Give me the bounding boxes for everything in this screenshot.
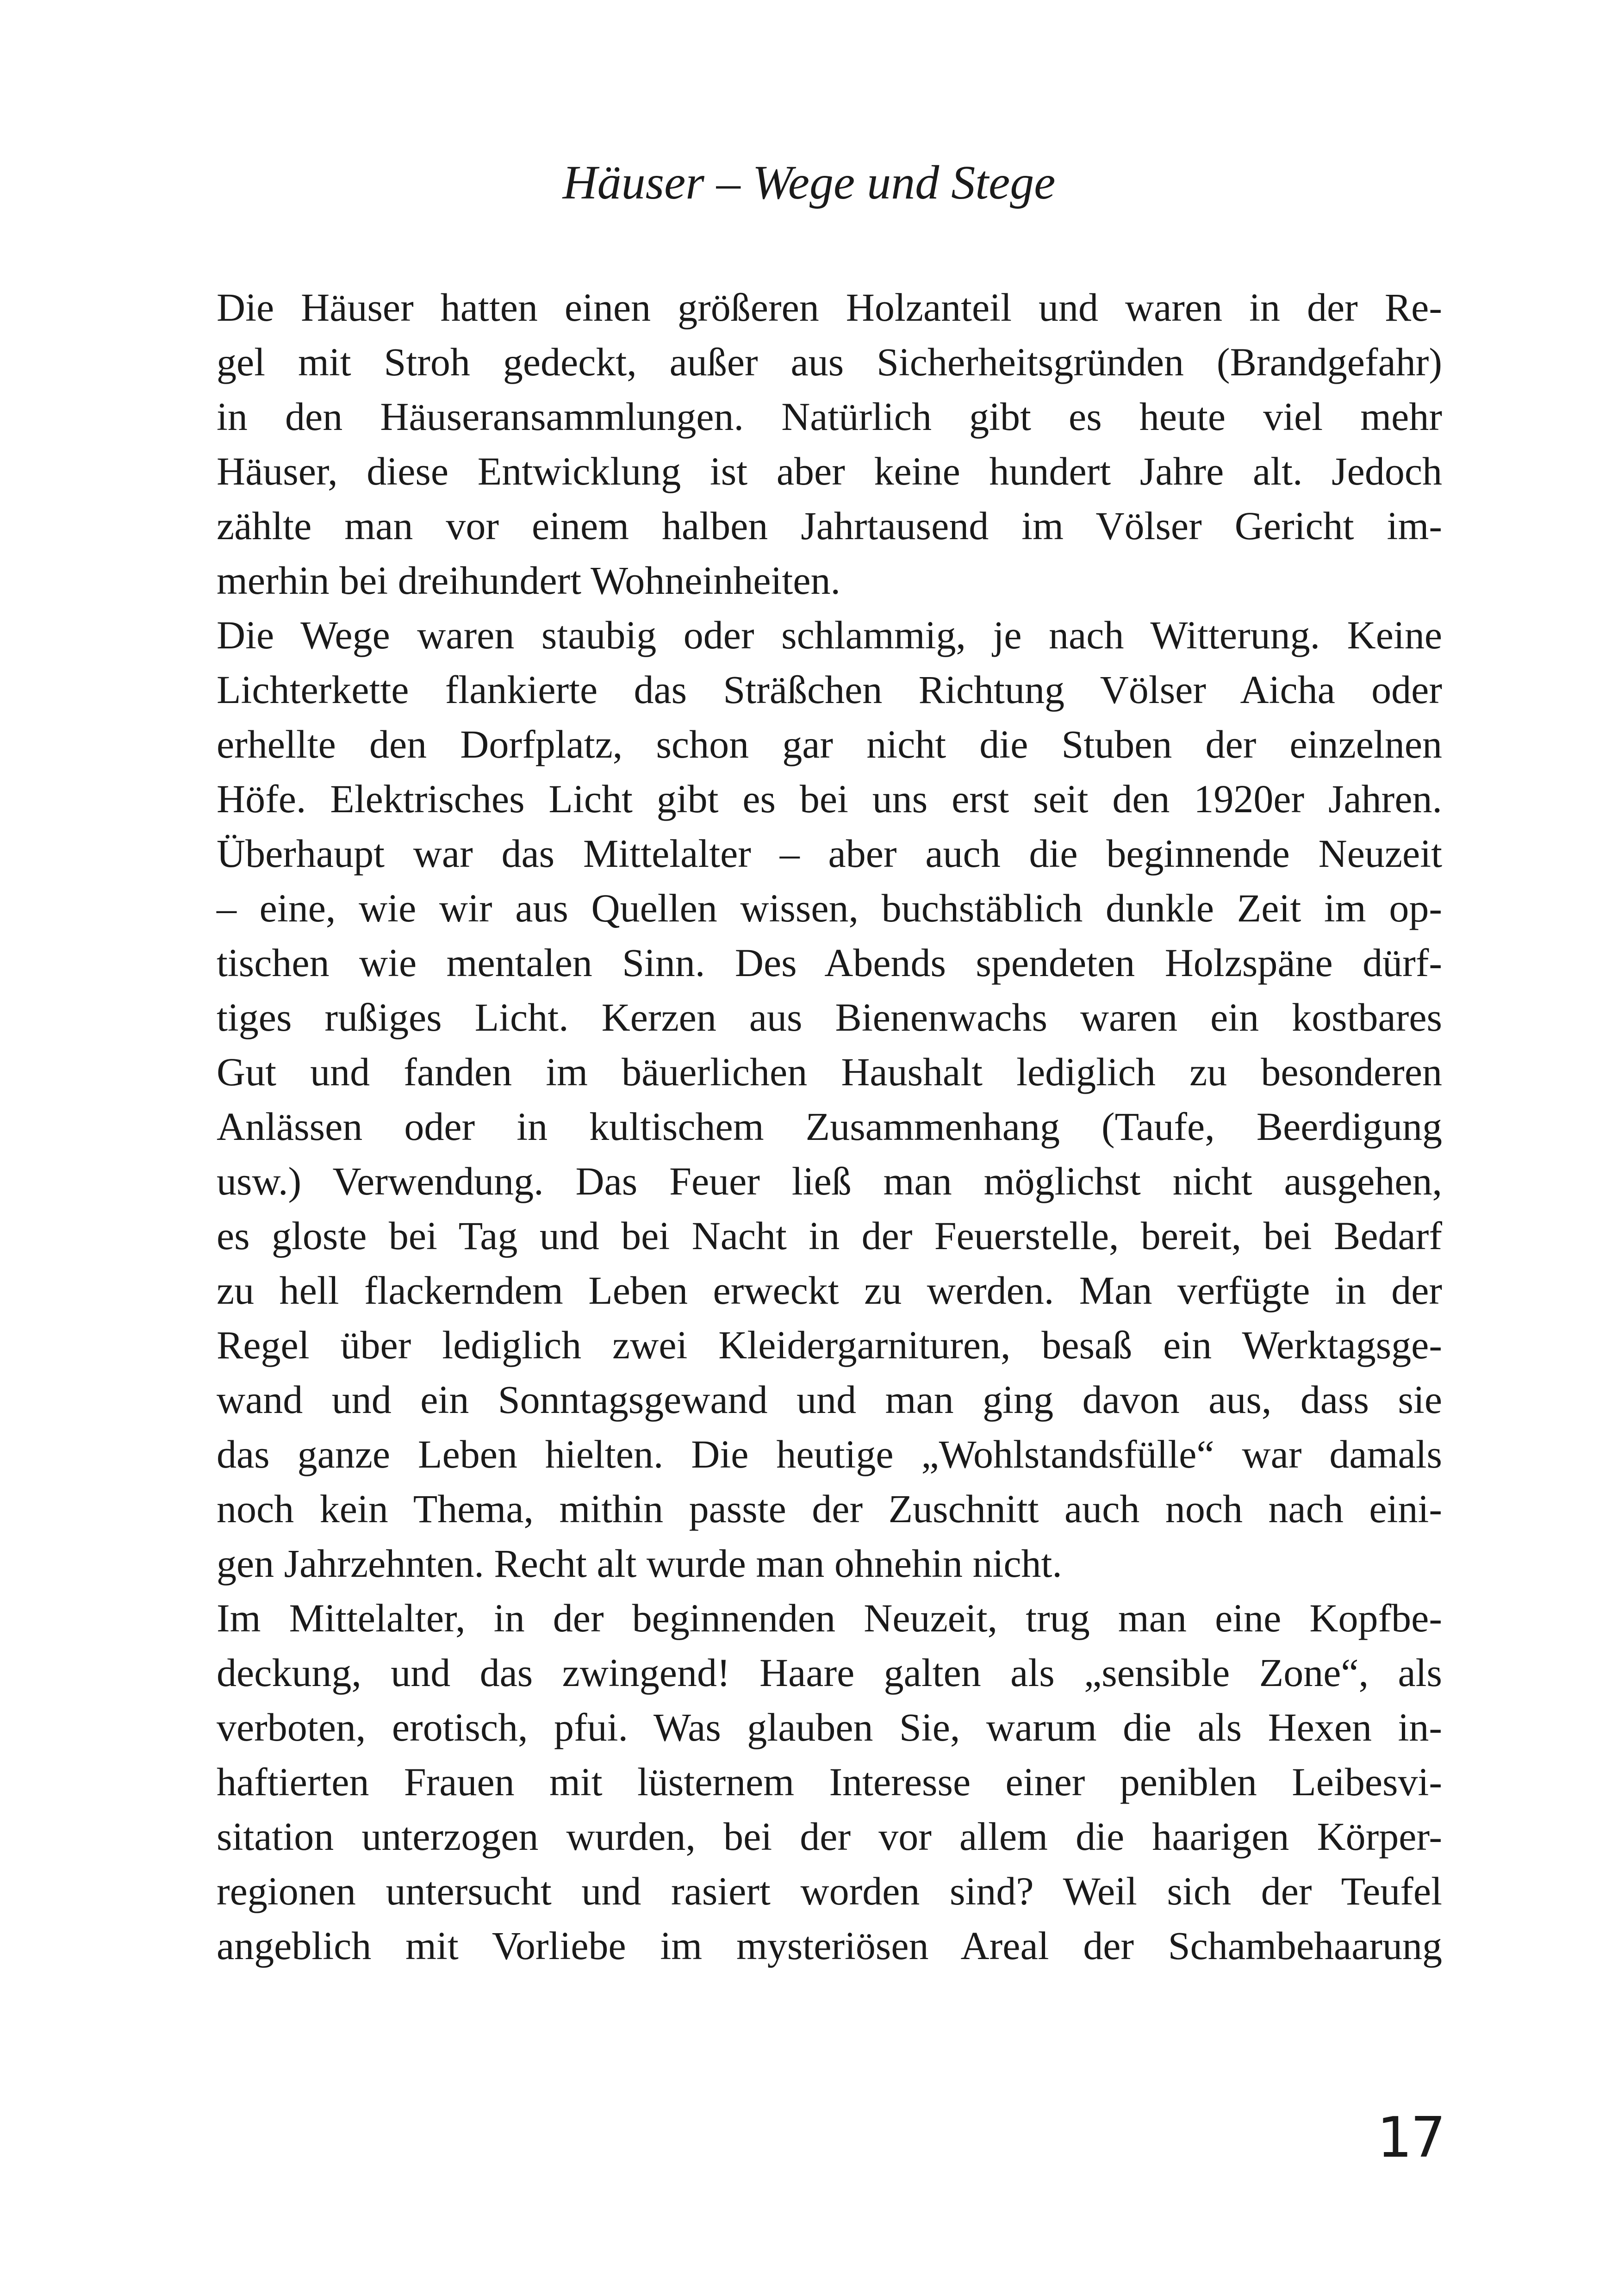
text-line: regionen untersucht und rasiert worden sind? Weil sich der Teufel — [217, 1869, 1442, 1913]
text-line: wand und ein Sonntagsgewand und man ging davon aus, dass sie — [217, 1377, 1442, 1422]
text-line: zählte man vor einem halben Jahrtausend im Völser Gericht im- — [217, 504, 1442, 548]
text-line: das ganze Leben hielten. Die heutige „Wohlstandsfülle“ war damals — [217, 1432, 1442, 1476]
text-line: sitation unterzogen wurden, bei der vor allem die haarigen Körper- — [217, 1814, 1442, 1859]
text-line: es gloste bei Tag und bei Nacht in der Feuerstelle, bereit, bei Bedarf — [217, 1213, 1442, 1258]
page-title: Häuser – Wege und Stege — [562, 156, 1056, 209]
text-line: Überhaupt war das Mittelalter – aber auch die beginnende Neuzeit — [217, 831, 1442, 876]
text-line: – eine, wie wir aus Quellen wissen, buchstäblich dunkle Zeit im op- — [217, 886, 1442, 930]
text-line: gel mit Stroh gedeckt, außer aus Sicherheitsgründen (Brandgefahr) — [217, 340, 1442, 384]
text-line: Lichterkette flankierte das Sträßchen Richtung Völser Aicha oder — [217, 667, 1442, 712]
text-line: Gut und fanden im bäuerlichen Haushalt lediglich zu besonderen — [217, 1050, 1442, 1094]
text-line: Häuser, diese Entwicklung ist aber keine hundert Jahre alt. Jedoch — [217, 449, 1442, 493]
text-line: tischen wie mentalen Sinn. Des Abends spendeten Holzspäne dürf- — [217, 940, 1442, 985]
text-line: noch kein Thema, mithin passte der Zuschnitt auch noch nach eini- — [217, 1487, 1442, 1531]
text-line: Die Wege waren staubig oder schlammig, je nach Witterung. Keine — [217, 613, 1442, 657]
page-number: 17 — [1377, 2106, 1444, 2170]
text-line: tiges rußiges Licht. Kerzen aus Bienenwachs waren ein kostbares — [217, 995, 1442, 1039]
text-line: angeblich mit Vorliebe im mysteriösen Areal der Schambehaarung — [217, 1923, 1442, 1968]
text-line: gen Jahrzehnten. Recht alt wurde man ohnehin nicht. — [217, 1541, 1062, 1586]
text-line: Höfe. Elektrisches Licht gibt es bei uns erst seit den 1920er Jahren. — [217, 777, 1442, 821]
text-line: deckung, und das zwingend! Haare galten als „sensible Zone“, als — [217, 1650, 1442, 1695]
text-line: Regel über lediglich zwei Kleidergarnituren, besaß ein Werktagsge- — [217, 1323, 1442, 1367]
text-line: verboten, erotisch, pfui. Was glauben Sie, warum die als Hexen in- — [217, 1705, 1442, 1749]
text-line: in den Häuseransammlungen. Natürlich gibt es heute viel mehr — [217, 394, 1442, 439]
text-line: usw.) Verwendung. Das Feuer ließ man möglichst nicht ausgehen, — [217, 1159, 1442, 1203]
body-text — [217, 280, 1442, 1973]
text-line: merhin bei dreihundert Wohneinheiten. — [217, 558, 840, 603]
text-line: Die Häuser hatten einen größeren Holzanteil und waren in der Re- — [217, 285, 1442, 330]
text-line: erhellte den Dorfplatz, schon gar nicht die Stuben der einzelnen — [217, 722, 1442, 766]
text-line: Anlässen oder in kultischem Zusammenhang (Taufe, Beerdigung — [217, 1104, 1442, 1149]
text-line: haftierten Frauen mit lüsternem Interesse einer peniblen Leibesvi- — [217, 1760, 1442, 1804]
text-line: Im Mittelalter, in der beginnenden Neuzeit, trug man eine Kopfbe- — [217, 1596, 1442, 1640]
text-line: zu hell flackerndem Leben erweckt zu werden. Man verfügte in der — [217, 1268, 1442, 1313]
